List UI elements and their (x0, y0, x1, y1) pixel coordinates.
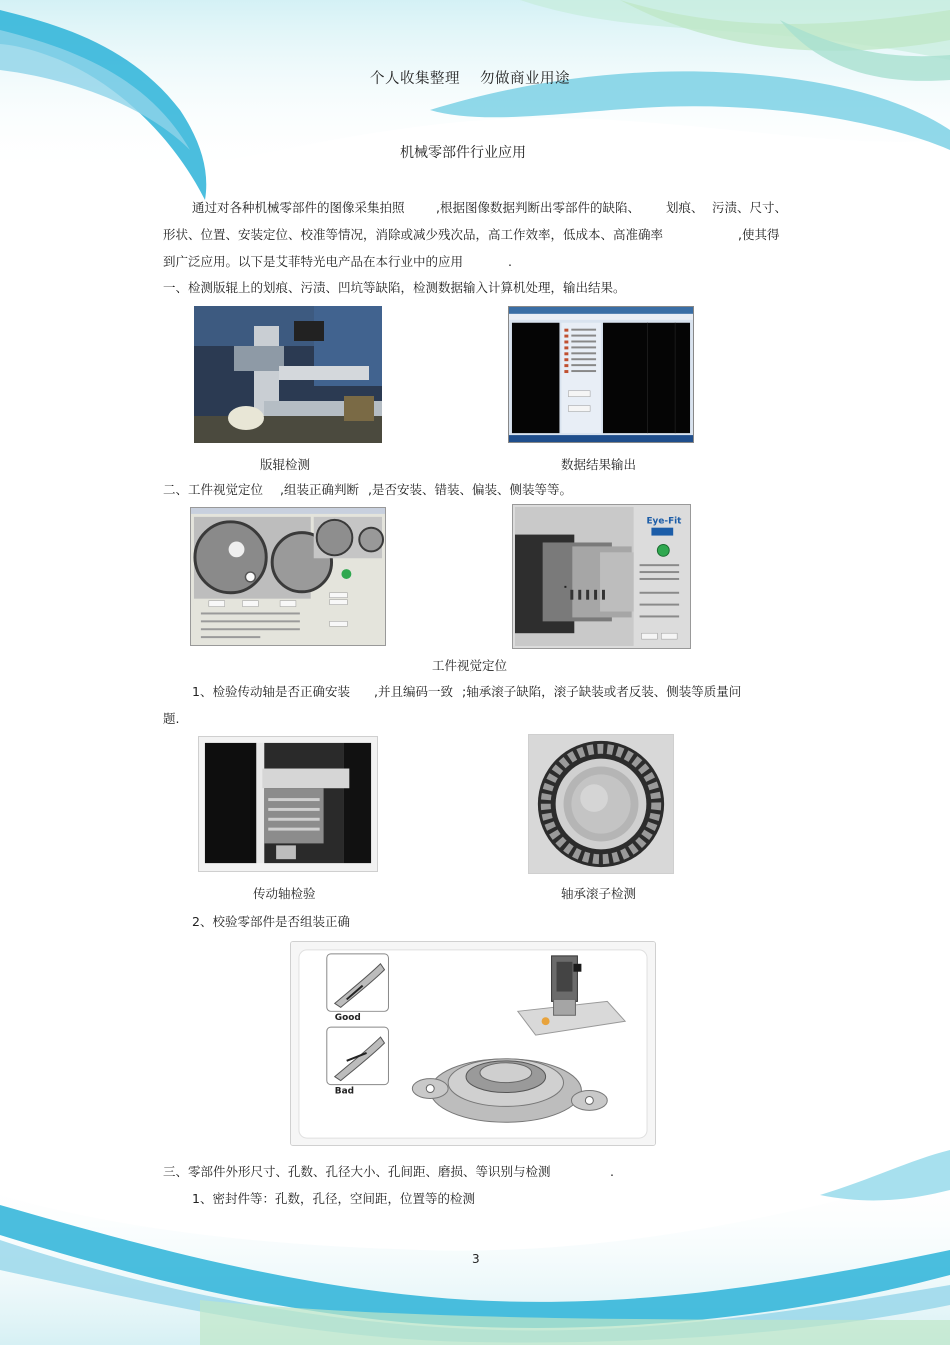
intro-line2-b: ,使其得 (738, 227, 780, 242)
section2-item1-a: 1、检验传动轴是否正确安装 (192, 684, 350, 699)
section2-item1-c: ;轴承滚子缺陷，滚子缺装或者反装、侧装等质量问 (462, 684, 742, 699)
assembly-check-diagram (290, 941, 656, 1146)
roller-inspection-photo (194, 306, 382, 443)
section3-heading-a: 三、零部件外形尺寸、孔数、孔径大小、孔间距、磨损、等识别与检测 (163, 1164, 551, 1179)
data-output-screenshot (508, 306, 694, 443)
workpiece-positioning-software-screenshot (190, 507, 386, 646)
bearing-roller-inspection-photo (528, 734, 674, 874)
drive-shaft-inspection-photo (198, 736, 378, 872)
intro-line3-b: . (508, 254, 512, 269)
caption-data-output: 数据结果输出 (561, 457, 637, 472)
section3-item1: 1、密封件等：孔数，孔径，空间距，位置等的检测 (192, 1191, 475, 1206)
good-label: Good (334, 1013, 361, 1024)
section2-heading-b: ,组装正确判断 (280, 482, 359, 497)
eye-fit-workpiece-screenshot (512, 504, 691, 649)
page-number: 3 (472, 1252, 480, 1266)
intro-line1-d: 污渍、尺寸、 (712, 200, 788, 215)
caption-roller-inspection: 版辊检测 (260, 457, 311, 472)
brand-logo-text: Eye-Fit (646, 516, 682, 527)
intro-line1-b: ,根据图像数据判断出零部件的缺陷、 (436, 200, 640, 215)
section2-item1-d: 题. (163, 711, 180, 726)
header-left-text: 个人收集整理 (370, 71, 460, 87)
section2-item1-b: ,并且编码一致 (374, 684, 453, 699)
section2-item2: 2、校验零部件是否组装正确 (192, 914, 350, 929)
section3-heading-b: . (610, 1164, 614, 1179)
header-right-text: 勿做商业用途 (480, 71, 570, 87)
intro-line1-c: 划痕、 (666, 200, 704, 215)
section1-heading: 一、检测版辊上的划痕、污渍、凹坑等缺陷，检测数据输入计算机处理，输出结果。 (163, 280, 626, 295)
caption-drive-shaft: 传动轴检验 (253, 886, 316, 901)
intro-line2-a: 形状、位置、安装定位、校准等情况，消除或减少残次品，高工作效率，低成本、高准确率 (163, 227, 664, 242)
page-title: 机械零部件行业应用 (400, 145, 526, 161)
caption-bearing-roller: 轴承滚子检测 (561, 886, 637, 901)
section2-heading-a: 二、工件视觉定位 (163, 482, 264, 497)
caption-workpiece-positioning: 工件视觉定位 (432, 658, 508, 673)
intro-line3-a: 到广泛应用。以下是艾菲特光电产品在本行业中的应用 (163, 254, 464, 269)
bad-label: Bad (334, 1086, 355, 1097)
intro-line1-a: 通过对各种机械零部件的图像采集拍照 (192, 200, 405, 215)
section2-heading-c: ,是否安装、错装、偏装、侧装等等。 (368, 482, 572, 497)
